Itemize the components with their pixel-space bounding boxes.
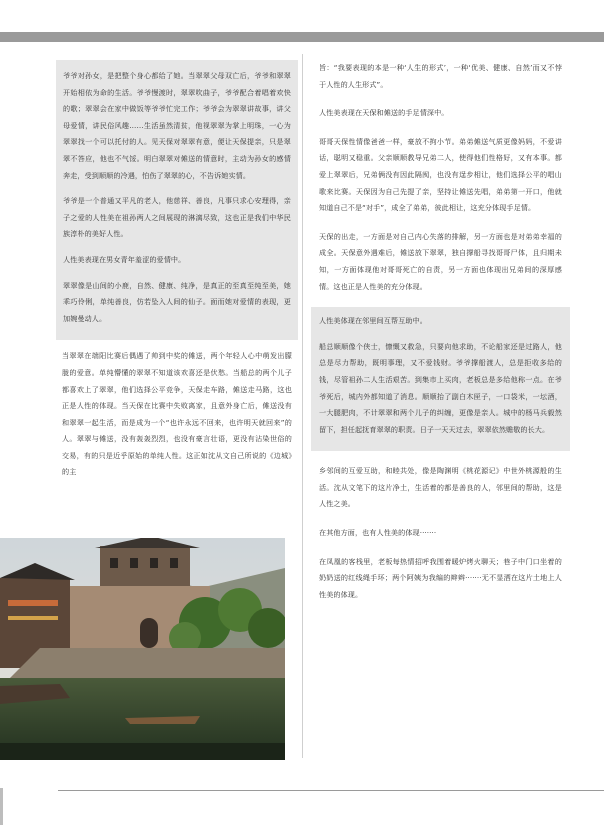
page-edge-mark: [0, 788, 3, 825]
paragraph: 翠翠像是山间的小鹿，自然、健康、纯净，是真正的至真至纯至美，她乖巧伶俐，单纯善良，仿若坠入人间的仙子。面而她对爱情的表现，更加婉曼动人。: [63, 280, 291, 323]
paragraph: 当翠翠在端阳比赛后偶遇了帅到中奖的傩送，两个年轻人心中萌发出朦胧的爱意。单纯懵懂的翠翠不知道该欢喜还是伏愁。当船总的两个儿子都喜欢上了翠翠，他们选择公平竞争，天保走车路，傩送走马路，这也正是人性的体现。当天保在比赛中失败离家，且意外身亡后，傩送没有和翠翠一起生活，而是成为一个“也许永远不回来，也许明天就回来”的人。翠翠与傩送，没有轰轰烈烈，也没有豪言壮语，更没有沾染世俗的交易，有的只是近乎原始的单纯人性。这正如沈从文自己所说的《边城》的主: [62, 351, 292, 477]
photo: [0, 538, 285, 760]
top-bar: [0, 32, 604, 42]
paragraph: 爷爷对孙女，是把整个身心都给了她。当翠翠父母双亡后，爷爷和翠翠开始相依为命的生活。爷爷慢渡时，翠翠吹曲子，爷爷配合着唱着欢快的歌；翠翠会在家中做饭等爷爷忙完工作；爷爷会为翠翠讲故事，讲父母爱情，讲民俗风趣……生活虽然清贫，他视翠翠为掌上明珠，一心为翠翠找一个可以托付的人。见天保对翠翠有意，便让天保提亲，只是翠翠不答应，他也不气馁。明白翠翠对傩送的情意时，主动为孙女的感情奔走，受到顺顺的冷遇，怕伤了翠翠的心，不告诉她实情。: [63, 71, 291, 180]
paragraph: 旨：“我要表现的本是一种‘人生的形式’，一种‘优美、健康、自然’而又不悖于人性的人生形式”。: [319, 63, 562, 89]
left-plain-text: [56, 340, 298, 481]
section-heading: 在其他方面，也有人性美的体现·······: [319, 528, 437, 538]
paragraph: 船总顺顺像个侠士，慷慨又救急，只要向他求助，不论船家还是过路人，他总是尽力帮助，既明事理，又不爱钱财。爷爷撑船渡人，总是拒收多给的钱，尽管祖孙二人生活艰苦。到集市上买肉，老板总是多给他称一点。在爷爷死后，城内外都知道了消息。顺顺抬了副白木匣子，一口袋米，一坛酒，一大腿肥肉，不计翠翠和两个儿子的纠缠，更像是亲人。城中的杨马兵毅然留下，担任起抚育翠翠的职责。日子一天天过去，翠翠依然赡敬的长大。: [319, 341, 562, 434]
paragraph: 天保的出走，一方面是对自己内心失落的排解，另一方面也是对弟弟幸福的成全。天保意外遇难后，傩送放下翠翠，独自撑船寻找哥哥尸体，且归期未知，一方面体现他对哥哥死亡的自责，另一方面也体现出兄弟间的深厚感情。这也正是人性美的充分体现。: [319, 231, 562, 291]
right-bottom-text: [311, 463, 570, 603]
town-river-photo: [0, 538, 285, 760]
footer-rule: [58, 790, 604, 791]
section-heading: 人性美表现在天保和傩送的手足情深中。: [319, 108, 449, 118]
paragraph: 哥哥天保性情像爸爸一样，豪放不拘小节。弟弟傩送气质更像妈妈，不爱讲话，聪明又稳重。父亲顺顺教导兄弟二人，使得他们性格好，又有本事。都爱上翠翠后，兄弟俩没有因此隔阂，也没有逞步相让，他们选择公平的唱山歌来比赛。天保因为自己先提了亲，坚持让傩送先唱，弟弟第一开口，他就知道自己不是“对手”，成全了弟弟，彼此相让，这充分体现手足情。: [319, 136, 562, 213]
left-highlight-box: [56, 60, 298, 340]
section-heading: 人性美表现在男女青年羞涩的爱情中。: [63, 254, 186, 264]
paragraph: 爷爷是一个普通又平凡的老人，他慈祥、善良，凡事只求心安理得，亲子之爱的人性美在祖孙两人之间展现的淋漓尽致，这也正是我们中华民族淳朴的美好人性。: [63, 196, 291, 239]
right-highlight-box: [311, 307, 570, 451]
right-column: [311, 60, 570, 615]
right-top-text: [311, 60, 570, 295]
paragraph: 在凤凰的客栈里，老板每热情招呼我围着暖炉烤火聊天；巷子中门口坐着的奶奶送的红线绳手环；两个阿姨为我编的辫辫·······无不显洒在这片土地上人性美的体现。: [319, 556, 562, 599]
section-heading: 人性美体现在邻里间互帮互助中。: [319, 316, 427, 326]
paragraph: 乡邻间的互爱互助，和睦共处，像是陶渊明《桃花源记》中世外桃源般的生活。沈从文笔下的这片净土，生活着的都是善良的人，邻里间的帮助，这是人性之美。: [319, 466, 562, 509]
column-divider: [302, 54, 303, 758]
left-column: [56, 60, 298, 481]
